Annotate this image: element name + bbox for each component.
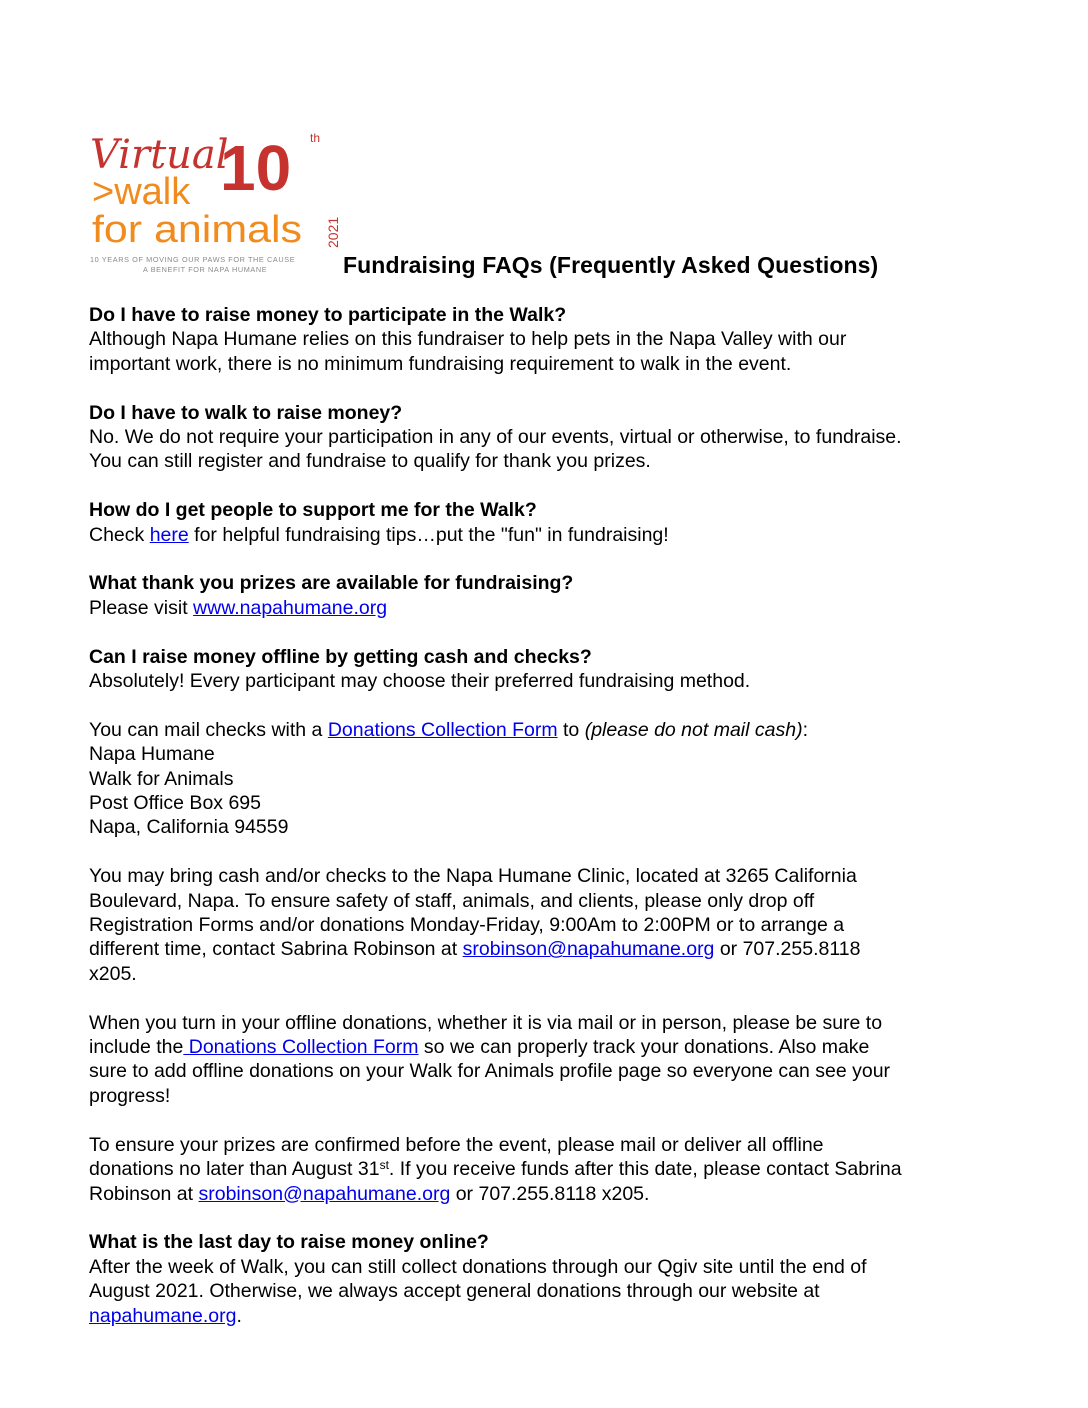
logo-virtual-text: Virtual — [90, 132, 229, 178]
address-line-1: Napa Humane — [89, 743, 215, 766]
address-line-4: Napa, California 94559 — [89, 816, 289, 839]
faq-question-4: What thank you prizes are available for fundraising? — [89, 572, 574, 595]
logo-tagline-2: A BENEFIT FOR NAPA HUMANE — [143, 265, 268, 274]
faq-answer-3-pre: Check — [89, 523, 150, 546]
logo-tagline-1: 10 YEARS OF MOVING OUR PAWS FOR THE CAUSE — [90, 255, 296, 264]
email-link-2[interactable]: srobinson@napahumane.org — [198, 1182, 451, 1205]
logo-badge-sup: th — [310, 131, 321, 145]
logo-walk-text: >walk — [92, 171, 191, 213]
faq-question-1: Do I have to raise money to participate in the Walk? — [89, 304, 567, 326]
turn-in-line-2 — [89, 1035, 989, 1059]
ensure-prizes-line-2-pre: donations no later than August 31 — [89, 1158, 380, 1181]
bring-cash-line-1: You may bring cash and/or checks to the Napa Humane Clinic, located at 3265 California — [89, 865, 857, 888]
address-line-2: Walk for Animals — [89, 767, 234, 790]
faq-answer-1-line-2: important work, there is no minimum fundraising requirement to walk in the event. — [89, 352, 792, 375]
faq-answer-4 — [89, 596, 989, 620]
logo-badge-number: 10 — [220, 132, 292, 204]
logo-for-animals-text: for animals — [92, 209, 302, 251]
faq-answer-3-post: for helpful fundraising tips…put the "fun" in fundraising! — [188, 523, 669, 546]
faq-question-5: Can I raise money offline by getting cash and checks? — [89, 645, 592, 668]
mail-checks-note: (please do not mail cash) — [584, 718, 803, 741]
walk-for-animals-logo — [88, 128, 343, 276]
mail-checks-post: : — [802, 718, 808, 741]
logo-year: 2021 — [325, 216, 341, 248]
ensure-prizes-line-1: To ensure your prizes are confirmed before the event, please mail or deliver all offline — [89, 1133, 824, 1156]
faq-answer-2-line-1: No. We do not require your participation in any of our events, virtual or otherwise, to fundraise. — [89, 426, 902, 449]
turn-in-line-1: When you turn in your offline donations, whether it is via mail or in person, please be sure to — [89, 1011, 883, 1034]
bring-cash-line-4-pre: different time, contact Sabrina Robinson at — [89, 938, 463, 961]
bring-cash-line-5: x205. — [89, 962, 137, 985]
ordinal-suffix: st — [379, 1158, 389, 1173]
faq-question-2: Do I have to walk to raise money? — [89, 401, 403, 424]
mail-checks-pre: You can mail checks with a — [89, 718, 328, 741]
turn-in-line-4: progress! — [89, 1084, 171, 1107]
page-title: Fundraising FAQs (Frequently Asked Questions) — [343, 252, 879, 278]
ensure-prizes-line-3 — [89, 1182, 989, 1206]
faq-answer-6-line-1: After the week of Walk, you can still collect donations through our Qgiv site until the end of — [89, 1255, 867, 1278]
napahumane-link[interactable]: napahumane.org — [89, 1304, 237, 1327]
faq-answer-1-line-1: Although Napa Humane relies on this fundraiser to help pets in the Napa Valley with our — [89, 328, 847, 351]
faq-answer-2-line-2: You can still register and fundraise to qualify for thank you prizes. — [89, 450, 651, 473]
donations-collection-form-link[interactable]: Donations Collection Form — [327, 718, 558, 741]
ensure-prizes-line-3-pre: Robinson at — [89, 1182, 199, 1205]
faq-answer-4-pre: Please visit — [89, 596, 194, 619]
ensure-prizes-line-3-post: or 707.255.8118 x205. — [450, 1182, 650, 1205]
faq-content — [89, 303, 989, 1328]
faq-answer-3 — [89, 523, 989, 547]
donations-collection-form-link-2[interactable]: Donations Collection Form — [183, 1036, 419, 1059]
bring-cash-line-4 — [89, 937, 989, 961]
bring-cash-line-2: Boulevard, Napa. To ensure safety of staff, animals, and clients, please only drop off — [89, 889, 815, 912]
here-link[interactable]: here — [149, 523, 189, 546]
faq-answer-6-line-2: August 2021. Otherwise, we always accept general donations through our website at — [89, 1280, 820, 1303]
turn-in-line-2-pre: include the — [89, 1036, 184, 1059]
address-line-3: Post Office Box 695 — [89, 792, 261, 815]
turn-in-line-2-post: so we can properly track your donations. Also make — [418, 1036, 870, 1059]
ensure-prizes-line-2-post: . If you receive funds after this date, please contact Sabrina — [388, 1158, 902, 1181]
email-link[interactable]: srobinson@napahumane.org — [462, 938, 715, 961]
mail-checks-text — [89, 718, 989, 742]
faq-answer-5: Absolutely! Every participant may choose their preferred fundraising method. — [89, 670, 751, 693]
napahumane-website-link[interactable]: www.napahumane.org — [193, 596, 388, 619]
faq-question-3: How do I get people to support me for the Walk? — [89, 499, 537, 522]
faq-answer-6-period: . — [236, 1304, 242, 1327]
turn-in-line-3: sure to add offline donations on your Walk for Animals profile page so everyone can see your — [89, 1060, 891, 1083]
bring-cash-line-4-post: or 707.255.8118 — [714, 938, 861, 961]
faq-question-6: What is the last day to raise money online? — [89, 1231, 489, 1254]
ensure-prizes-line-2 — [89, 1157, 989, 1181]
faq-answer-6-line-3 — [89, 1304, 989, 1328]
bring-cash-line-3: Registration Forms and/or donations Monday-Friday, 9:00Am to 2:00PM or to arrange a — [89, 914, 845, 937]
mail-checks-mid: to — [557, 718, 585, 741]
